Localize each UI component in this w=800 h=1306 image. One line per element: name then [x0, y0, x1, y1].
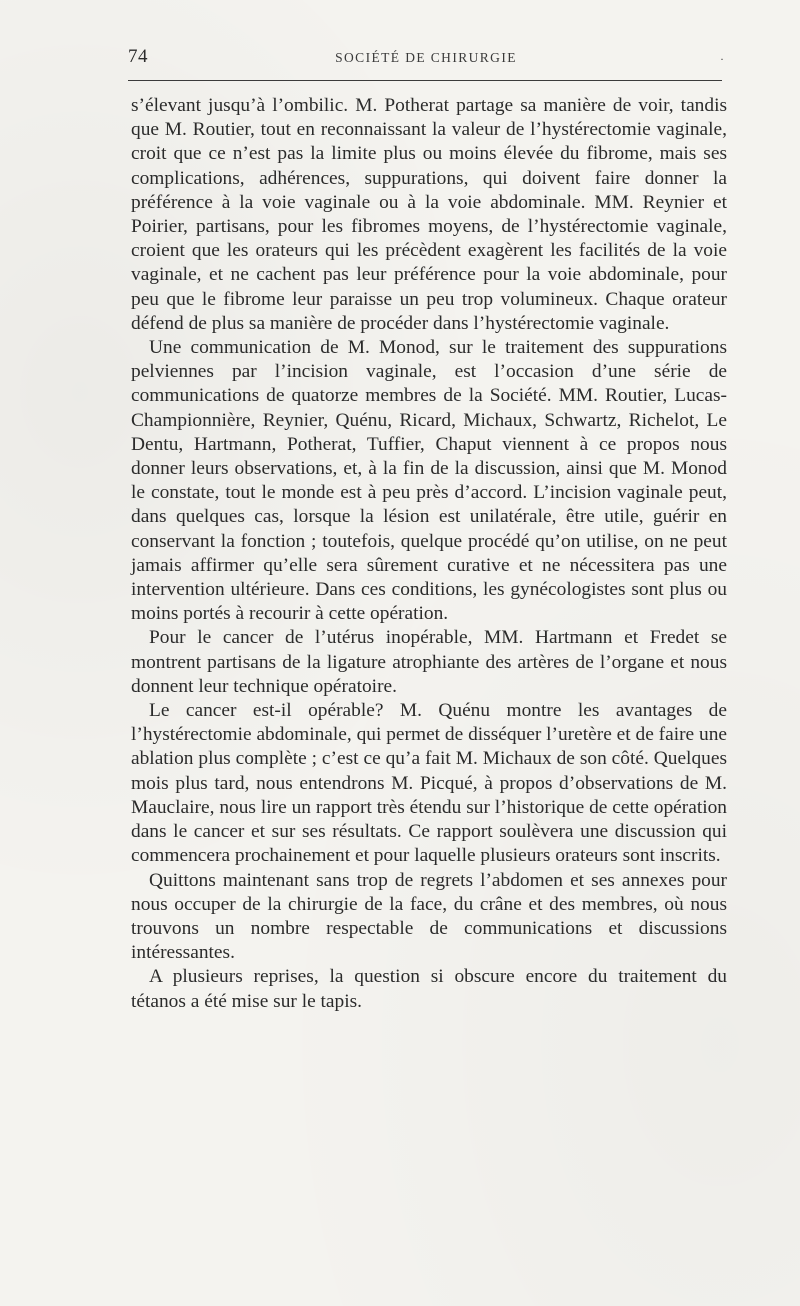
running-title: SOCIÉTÉ DE CHIRURGIE: [335, 50, 517, 65]
paragraph-5: Quittons maintenant sans trop de regrets l’abdomen et ses annexes pour nous occuper de la chirurgie de la face, du crâne et des membres, où nous trouvons un nombre respectable de communications et discussions intéressantes.: [131, 869, 727, 964]
paragraph-6: A plusieurs reprises, la question si obscure encore du traitement du tétanos a été mise sur le tapis.: [131, 966, 727, 1012]
page-number: 74: [128, 46, 148, 67]
paragraph-1: s’élevant jusqu’à l’ombilic. M. Potherat partage sa manière de voir, tandis que M. Routier, tout en reconnaissant la valeur de l’hystérectomie vaginale, croit que ce n’est pas la limite plus ou moins élevée du fibrome, mais ses complications, adhérences, suppurations, qui doivent faire donner la préférence à la voie vaginale ou à la voie abdominale. MM. Reynier et Poirier, partisans, pour les fibromes moyens, de l’hystérectomie vaginale, croient que les orateurs qui les précèdent exagèrent les facilités de la voie vaginale, et ne cachent pas leur préférence pour la voie abdominale, pour peu que le fibrome leur paraisse un peu trop volumineux. Chaque orateur défend de plus sa manière de procéder dans l’hystérectomie vaginale.: [131, 95, 727, 334]
header-mark: ·: [720, 52, 724, 66]
page-header: [128, 42, 724, 78]
body-text: [131, 94, 727, 1014]
header-rule: [128, 80, 722, 81]
paragraph-4: Le cancer est-il opérable? M. Quénu montre les avantages de l’hystérectomie abdominale, qui permet de disséquer l’uretère et de faire une ablation plus complète ; c’est ce qu’a fait M. Michaux de son côté. Quelques mois plus tard, nous entendrons M. Picqué, à propos d’observations de M. Mauclaire, nous lire un rapport très étendu sur l’historique de cette opération dans le cancer et sur ses résultats. Ce rapport soulèvera une discussion qui commencera prochainement et pour laquelle plusieurs orateurs sont inscrits.: [131, 700, 728, 867]
paragraph-3: Pour le cancer de l’utérus inopérable, MM. Hartmann et Fredet se montrent partisans de la ligature atrophiante des artères de l’organe et nous donnent leur technique opératoire.: [131, 627, 727, 697]
paragraph-2: Une communication de M. Monod, sur le traitement des suppurations pelviennes par l’incision vaginale, est l’occasion d’une série de communications de quatorze membres de la Société. MM. Routier, Lucas-Championnière, Reynier, Quénu, Ricard, Michaux, Schwartz, Richelot, Le Dentu, Hartmann, Potherat, Tuffier, Chaput viennent à ce propos nous donner leurs observations, et, à la fin de la discussion, ainsi que M. Monod le constate, tout le monde est à peu près d’accord. L’incision vaginale peut, dans quelques cas, lorsque la lésion est unilatérale, être utile, guérir en conservant la fonction ; toutefois, quelque procédé qu’on utilise, on ne peut jamais affirmer qu’elle sera sûrement curative et ne nécessitera pas une intervention ultérieure. Dans ces conditions, les gynécologistes sont plus ou moins portés à recourir à cette opération.: [131, 337, 727, 625]
